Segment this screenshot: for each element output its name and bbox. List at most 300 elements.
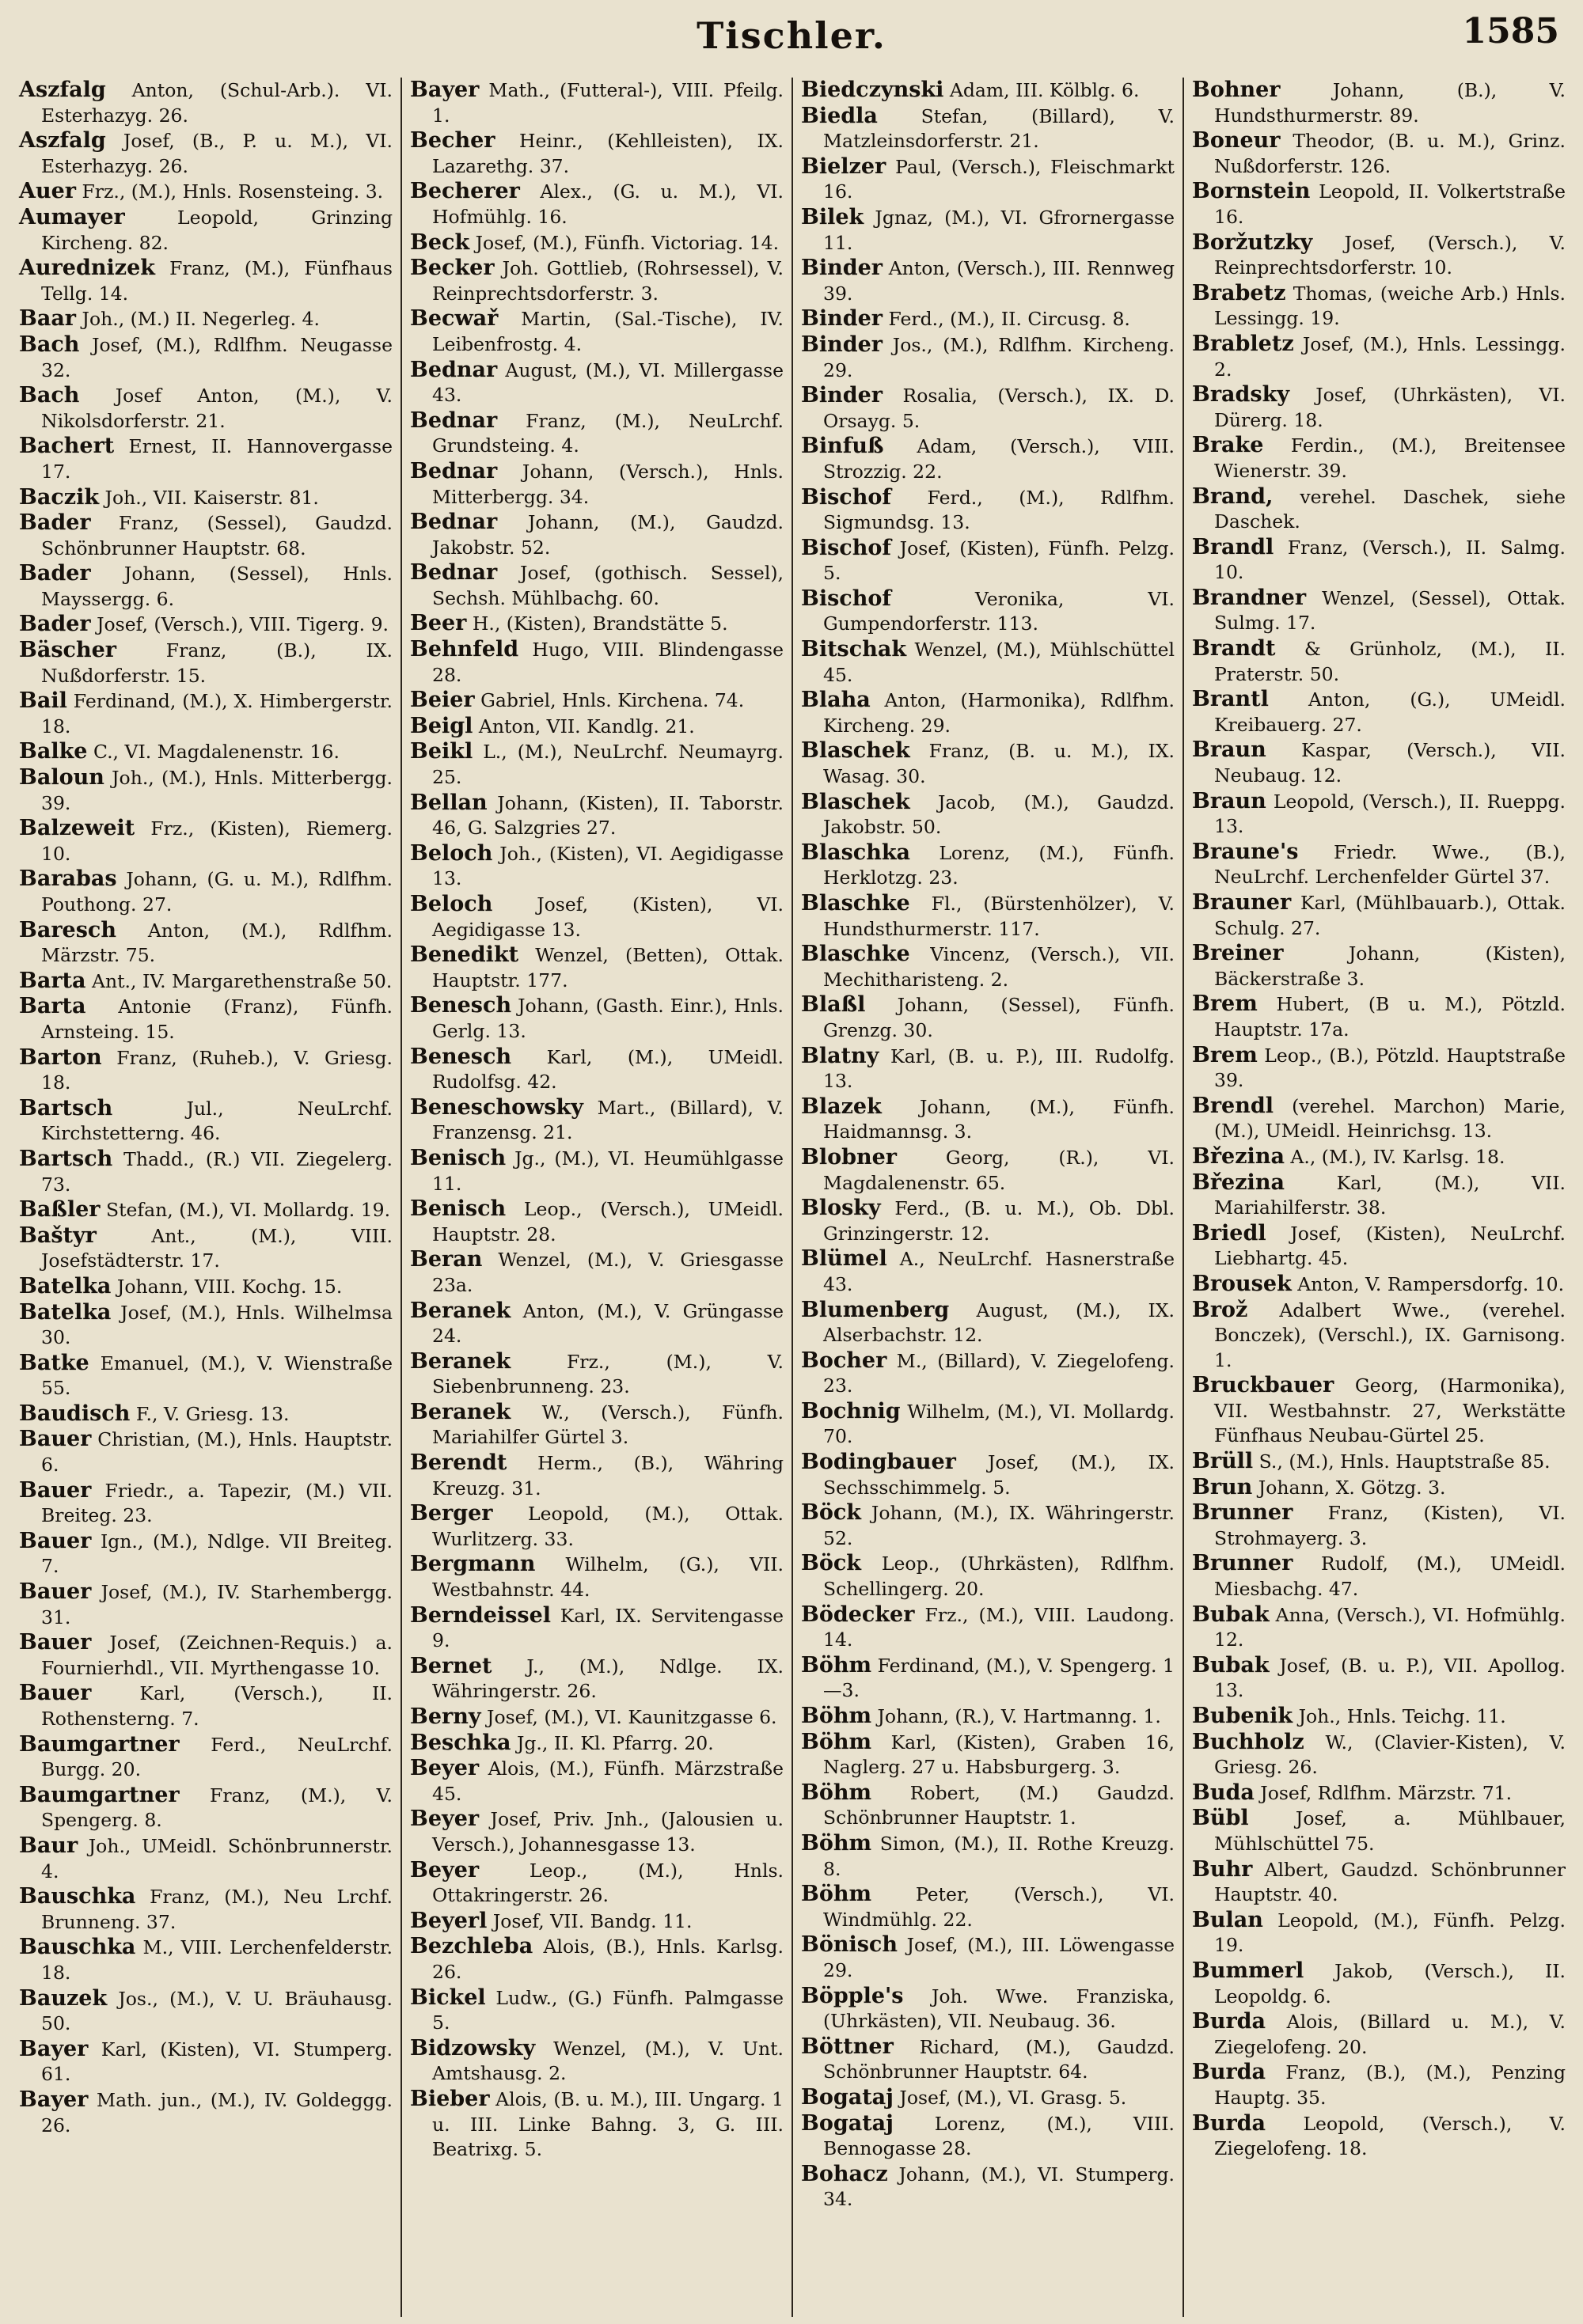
entry-details: Adam, III. Kölblg. 6.	[943, 79, 1140, 101]
entry-details: S., (M.), Hnls. Hauptstraße 85.	[1253, 1450, 1551, 1473]
directory-entry	[19, 739, 393, 765]
entry-details: M., VIII. Lerchenfelderstr. 18.	[41, 1936, 393, 1984]
entry-surname: Beer	[410, 611, 467, 636]
directory-entry	[19, 1147, 393, 1197]
directory-entry	[410, 1909, 784, 1935]
entry-surname: Balzeweit	[19, 816, 135, 841]
entry-details: Franz, (Kisten), VI. Strohmayerg. 3.	[1214, 1502, 1566, 1549]
directory-entry	[410, 306, 784, 357]
entry-surname: Brož	[1192, 1297, 1248, 1322]
entry-details: Josef, (M.), Rdlfhm. Neugasse 32.	[41, 333, 393, 381]
entry-surname: Böck	[801, 1500, 861, 1526]
entry-details: Georg, (R.), VI. Magdalenenstr. 65.	[823, 1146, 1175, 1194]
directory-entry	[801, 78, 1175, 104]
entry-details: Franz, (Ruheb.), V. Griesg. 18.	[41, 1046, 393, 1094]
entry-surname: Aszfalg	[19, 128, 106, 154]
entry-details: Josef, (gothisch. Sessel), Sechsh. Mühlbachg. 60.	[432, 562, 784, 609]
entry-surname: Batelka	[19, 1299, 112, 1325]
entry-details: Wilhelm, (G.), VII. Westbahnstr. 44.	[432, 1553, 784, 1602]
entry-details: Frz., (Kisten), Riemerg. 10.	[41, 817, 393, 865]
directory-entry	[1192, 128, 1566, 179]
entry-surname: Buda	[1192, 1780, 1255, 1805]
entry-details: J., (M.), Ndlge. IX. Währingerstr. 26.	[432, 1655, 784, 1703]
directory-entry	[19, 1783, 393, 1833]
directory-entry	[801, 1831, 1175, 1882]
entry-surname: Bischof	[801, 484, 891, 510]
directory-entry	[801, 2111, 1175, 2162]
entry-surname: Becher	[410, 128, 495, 154]
entry-surname: Blaschke	[801, 942, 910, 967]
directory-entry	[410, 1196, 784, 1247]
directory-entry	[801, 205, 1175, 256]
directory-entry	[19, 561, 393, 612]
directory-entry	[19, 1274, 393, 1300]
entry-surname: Blaschka	[801, 840, 911, 865]
entry-details: Leopold, II. Volkertstraße 16.	[1214, 180, 1566, 228]
entry-surname: Böhm	[801, 1780, 872, 1805]
entry-surname: Bergmann	[410, 1552, 536, 1577]
directory-entry	[1192, 1170, 1566, 1221]
entry-surname: Brun	[1192, 1474, 1253, 1499]
entry-surname: Beier	[410, 688, 475, 713]
directory-entry	[1192, 1298, 1566, 1374]
entry-surname: Březina	[1192, 1170, 1285, 1195]
entry-details: Jakob, (Versch.), II. Leopoldg. 6.	[1214, 1959, 1566, 2007]
entry-details: Anton, (Versch.), III. Rennweg 39.	[823, 257, 1175, 305]
directory-entry	[801, 1882, 1175, 1932]
entry-surname: Beneschowsky	[410, 1094, 583, 1120]
entry-details: Albert, Gaudzd. Schönbrunner Hauptstr. 40.	[1214, 1858, 1566, 1906]
entry-details: Franz, (Sessel), Gaudzd. Schönbrunner Hauptstr. 68.	[41, 512, 393, 559]
directory-entry	[19, 1300, 393, 1351]
entry-details: Josef, (Kisten), VI. Aegidigasse 13.	[432, 893, 784, 941]
entry-surname: Bruckbauer	[1192, 1373, 1334, 1398]
entry-surname: Biedczynski	[801, 78, 944, 102]
directory-entry	[801, 1196, 1175, 1246]
directory-entry	[19, 1478, 393, 1529]
entry-details: Johann, (M.), Gaudzd. Jakobstr. 52.	[432, 511, 784, 559]
directory-entry	[1192, 1144, 1566, 1170]
entry-surname: Bednar	[410, 560, 498, 586]
directory-entry	[19, 306, 393, 332]
entry-details: Rudolf, (M.), UMeidl. Miesbachg. 47.	[1214, 1552, 1566, 1601]
entry-details: A., NeuLrchf. Hasnerstraße 43.	[823, 1248, 1175, 1295]
directory-entry	[19, 1351, 393, 1401]
entry-details: Alois, (M.), Fünfh. Märzstraße 45.	[432, 1757, 784, 1805]
entry-surname: Bübl	[1192, 1806, 1249, 1831]
entry-surname: Bulan	[1192, 1907, 1263, 1932]
entry-surname: Bubenik	[1192, 1704, 1293, 1728]
entry-surname: Bischof	[801, 535, 891, 560]
entry-surname: Braun	[1192, 737, 1266, 763]
entry-details: August, (M.), VI. Millergasse 43.	[432, 358, 784, 407]
entry-surname: Beikl	[410, 739, 473, 764]
directory-entry	[410, 1095, 784, 1146]
directory-entry	[801, 1298, 1175, 1348]
directory-entry	[801, 1984, 1175, 2034]
entry-surname: Bayer	[19, 2036, 89, 2061]
entry-details: Stefan, (M.), VI. Mollardg. 19.	[100, 1199, 391, 1222]
entry-surname: Blaßl	[801, 992, 866, 1018]
directory-entry	[801, 1653, 1175, 1704]
directory-entry	[801, 2085, 1175, 2111]
entry-details: Joh., (Kisten), VI. Aegidigasse 13.	[432, 842, 784, 890]
entry-surname: Beranek	[410, 1399, 511, 1424]
entry-surname: Bach	[19, 383, 80, 408]
directory-entry	[1192, 433, 1566, 483]
entry-details: Herm., (B.), Währing Kreuzg. 31.	[432, 1452, 784, 1499]
entry-details: Simon, (M.), II. Rothe Kreuzg. 8.	[823, 1832, 1175, 1880]
entry-details: Joh. Wwe. Franziska, (Uhrkästen), VII. Neubaug. 36.	[823, 1985, 1175, 2033]
directory-entry	[19, 485, 393, 511]
entry-surname: Bail	[19, 688, 67, 714]
entry-surname: Bickel	[410, 1985, 486, 2010]
directory-entry	[801, 1602, 1175, 1653]
directory-entry	[19, 816, 393, 866]
directory-entry	[801, 2162, 1175, 2212]
entry-surname: Brand,	[1192, 483, 1274, 509]
entry-surname: Bednar	[410, 458, 498, 483]
entry-surname: Buhr	[1192, 1856, 1253, 1882]
entry-surname: Bauzek	[19, 1985, 108, 2011]
directory-entry	[410, 1603, 784, 1654]
entry-details: Anton, (Schul-Arb.). VI. Esterhazyg. 26.	[41, 79, 393, 127]
directory-entry	[410, 688, 784, 714]
directory-entry	[19, 1935, 393, 1985]
entry-surname: Bilek	[801, 204, 864, 229]
entry-surname: Baumgartner	[19, 1782, 180, 1807]
directory-entry	[801, 1044, 1175, 1094]
entry-details: Wenzel, (M.), V. Griesgasse 23a.	[432, 1249, 784, 1296]
directory-entry	[1192, 535, 1566, 586]
entry-surname: Brantl	[1192, 687, 1269, 712]
directory-entry	[1192, 78, 1566, 128]
entry-surname: Breiner	[1192, 941, 1284, 966]
entry-surname: Bezchleba	[410, 1934, 533, 1959]
entry-surname: Barton	[19, 1044, 102, 1070]
entry-details: Wenzel, (M.), Mühlschüttel 45.	[823, 639, 1175, 686]
entry-surname: Binder	[801, 383, 883, 408]
directory-entry	[1192, 332, 1566, 382]
directory-entry	[19, 765, 393, 816]
entry-details: Karl, (Mühlbauarb.), Ottak. Schulg. 27.	[1214, 892, 1566, 939]
entry-surname: Baudisch	[19, 1401, 131, 1426]
directory-entry	[19, 994, 393, 1044]
directory-entry	[19, 1529, 393, 1579]
directory-entry	[19, 1223, 393, 1274]
entry-surname: Barta	[19, 968, 86, 993]
entry-details: Thadd., (R.) VII. Ziegelerg. 73.	[41, 1147, 393, 1196]
entry-details: Gabriel, Hnls. Kirchenа. 74.	[474, 689, 745, 712]
directory-entry	[1192, 1704, 1566, 1730]
entry-surname: Blaschek	[801, 738, 910, 764]
directory-entry	[410, 256, 784, 306]
directory-entry	[410, 1552, 784, 1602]
directory-entry	[410, 790, 784, 841]
entry-details: Josef, (B., P. u. M.), VI. Esterhazyg. 26.	[41, 130, 393, 177]
directory-entry	[410, 459, 784, 510]
directory-entry	[410, 510, 784, 560]
entry-details: Richard, (M.), Gaudzd. Schönbrunner Hauptstr. 64.	[823, 2035, 1175, 2083]
entry-details: Wilhelm, (M.), VI. Mollardg. 70.	[823, 1400, 1175, 1448]
directory-entry	[410, 1247, 784, 1298]
entry-surname: Bradsky	[1192, 382, 1290, 408]
entry-details: Ant., (M.), VIII. Josefstädterstr. 17.	[41, 1224, 393, 1272]
entry-details: L., (M.), NeuLrchf. Neumayrg. 25.	[432, 741, 784, 789]
entry-surname: Beck	[410, 229, 470, 255]
entry-details: Josef, (Versch.), VIII. Tigerg. 9.	[90, 613, 389, 636]
entry-details: Karl, IX. Servitengasse 9.	[432, 1604, 784, 1652]
directory-entry	[801, 992, 1175, 1043]
directory-entry	[19, 434, 393, 484]
entry-details: Karl, (M.), UMeidl. Rudolfsg. 42.	[432, 1045, 784, 1094]
directory-entry	[19, 179, 393, 205]
entry-details: Johann, (G. u. M.), Rdlfhm. Pouthong. 27.	[41, 868, 393, 916]
entry-details: (verehel. Marchon) Marie, (M.), UMeidl. Heinrichsg. 13.	[1214, 1094, 1566, 1143]
entry-details: Joh., Hnls. Teichg. 11.	[1293, 1705, 1506, 1727]
entry-details: Anton, V. Rampersdorfg. 10.	[1291, 1272, 1565, 1295]
entry-surname: Baštyr	[19, 1223, 97, 1248]
directory-entry	[1192, 2009, 1566, 2060]
entry-surname: Auer	[19, 179, 76, 204]
entry-surname: Březina	[1192, 1143, 1285, 1169]
entry-surname: Bayer	[410, 78, 480, 102]
entry-details: Leopold, (M.), Ottak. Wurlitzerg. 33.	[432, 1503, 784, 1550]
directory-entry	[410, 1044, 784, 1095]
directory-entry	[19, 1681, 393, 1731]
directory-entry	[801, 942, 1175, 992]
entry-details: Fl., (Bürstenhölzer), V. Hundsthurmerstr. 117.	[823, 893, 1175, 940]
entry-surname: Bader	[19, 561, 91, 586]
entry-details: Josef Anton, (M.), V. Nikolsdorferstr. 21.	[41, 385, 393, 432]
directory-entry	[410, 1400, 784, 1450]
entry-details: Leop., (B.), Pötzld. Hauptstraße 39.	[1214, 1044, 1566, 1092]
entry-details: Frz., (M.), V. Siebenbrunneng. 23.	[432, 1350, 784, 1398]
directory-entry	[1192, 941, 1566, 991]
entry-details: Josef, Rdlfhm. Märzstr. 71.	[1254, 1781, 1513, 1804]
entry-surname: Burda	[1192, 2060, 1266, 2085]
entry-surname: Benesch	[410, 993, 512, 1018]
entry-details: Johann, (M.), IX. Währingerstr. 52.	[823, 1502, 1175, 1549]
entry-details: Leop., (Versch.), UMeidl. Hauptstr. 28.	[432, 1198, 784, 1245]
entry-surname: Benedikt	[410, 942, 519, 968]
entry-surname: Baßler	[19, 1197, 101, 1223]
directory-entry	[19, 1630, 393, 1681]
entry-surname: Bayer	[19, 2087, 89, 2112]
entry-surname: Batke	[19, 1350, 89, 1375]
entry-details: Johann, (R.), V. Hartmanng. 1.	[871, 1705, 1161, 1727]
entry-surname: Bauer	[19, 1630, 92, 1655]
entry-details: Ferd., NeuLrchf. Burgg. 20.	[41, 1733, 393, 1781]
entry-details: W., (Versch.), Fünfh. Mariahilfer Gürtel 3.	[432, 1401, 784, 1449]
entry-surname: Aszfalg	[19, 78, 106, 102]
entry-details: verehel. Daschek, siehe Daschek.	[1214, 485, 1566, 533]
directory-entry	[19, 332, 393, 383]
directory-entry	[1192, 1272, 1566, 1298]
entry-details: Josef, (M.), IX. Sechsschimmelg. 5.	[823, 1451, 1175, 1499]
directory-entry	[801, 738, 1175, 789]
directory-entry	[410, 128, 784, 179]
entry-surname: Bogataj	[801, 2110, 894, 2136]
entry-details: Ernest, II. Hannovergasse 17.	[41, 435, 393, 483]
directory-entry	[410, 78, 784, 128]
entry-details: Josef, (M.), Hnls. Lessingg. 2.	[1214, 332, 1566, 381]
entry-details: Josef, (M.), VI. Grasg. 5.	[893, 2086, 1127, 2109]
entry-details: Alois, (Billard u. M.), V. Ziegelofeng. 20.	[1214, 2011, 1566, 2058]
directory-entry	[410, 1654, 784, 1704]
directory-entry	[1192, 382, 1566, 433]
entry-surname: Barta	[19, 994, 86, 1019]
entry-surname: Böhm	[801, 1704, 872, 1728]
entry-surname: Beranek	[410, 1348, 511, 1374]
entry-details: Wenzel, (Betten), Ottak. Hauptstr. 177.	[432, 944, 784, 991]
entry-details: Johann, (Sessel), Hnls. Mayssergg. 6.	[41, 563, 393, 610]
column-1	[11, 78, 402, 2317]
entry-details: Ign., (M.), Ndlge. VII Breiteg. 7.	[41, 1530, 393, 1578]
entry-surname: Burda	[1192, 2009, 1266, 2034]
entry-surname: Baloun	[19, 765, 104, 790]
directory-entry	[410, 739, 784, 790]
directory-entry	[410, 942, 784, 993]
directory-entry	[1192, 1043, 1566, 1094]
entry-details: Anton, VII. Kandlg. 21.	[473, 715, 695, 737]
entry-details: Christian, (M.), Hnls. Hauptstr. 6.	[41, 1428, 393, 1477]
entry-surname: Brüll	[1192, 1449, 1254, 1474]
entry-surname: Bornstein	[1192, 179, 1311, 204]
entry-surname: Becwař	[410, 306, 499, 332]
column-4	[1184, 78, 1574, 2317]
entry-details: Ant., IV. Margarethenstraße 50.	[85, 969, 393, 992]
directory-entry	[410, 358, 784, 408]
entry-details: Josef, (M.), Fünfh. Victoriag. 14.	[469, 231, 780, 254]
directory-entry	[801, 1399, 1175, 1450]
entry-details: Josef, (M.), IV. Starhembergg. 31.	[41, 1581, 393, 1628]
directory-entry	[410, 1858, 784, 1909]
entry-surname: Bauschka	[19, 1935, 136, 1960]
directory-entry	[410, 408, 784, 459]
entry-details: Jacob, (M.), Gaudzd. Jakobstr. 50.	[823, 790, 1175, 839]
directory-entry	[1192, 737, 1566, 788]
directory-entry	[410, 1756, 784, 1807]
directory-entry	[19, 1884, 393, 1935]
entry-details: Josef, (Zeichnen-Requis.) a. Fournierhdl., VII. Myrthengasse 10.	[41, 1632, 393, 1679]
directory-entry	[410, 2087, 784, 2163]
entry-surname: Barabas	[19, 866, 117, 892]
entry-surname: Berndeissel	[410, 1602, 552, 1628]
directory-entry	[410, 611, 784, 637]
directory-entry	[19, 1833, 393, 1884]
entry-details: A., (M.), IV. Karlsg. 18.	[1284, 1145, 1505, 1168]
entry-surname: Benisch	[410, 1145, 507, 1170]
entry-surname: Berny	[410, 1704, 481, 1729]
entry-surname: Blaschke	[801, 891, 910, 916]
entry-details: Wenzel, (Sessel), Ottak. Sulmg. 17.	[1214, 586, 1566, 635]
entry-surname: Boržutzky	[1192, 229, 1313, 255]
directory-entry	[1192, 1780, 1566, 1807]
entry-surname: Buchholz	[1192, 1729, 1304, 1754]
directory-entry	[19, 78, 393, 128]
directory-entry	[410, 1501, 784, 1552]
entry-surname: Bader	[19, 510, 91, 536]
entry-surname: Böck	[801, 1551, 861, 1576]
entry-surname: Böhm	[801, 1729, 872, 1754]
entry-surname: Bernet	[410, 1653, 492, 1678]
entry-surname: Bader	[19, 612, 91, 637]
directory-entry	[19, 1986, 393, 2037]
entry-details: Joh., VII. Kaiserstr. 81.	[99, 486, 319, 509]
entry-surname: Bummerl	[1192, 1958, 1304, 1983]
entry-details: August, (M.), IX. Alserbachstr. 12.	[823, 1298, 1175, 1347]
entry-surname: Beyerl	[410, 1908, 488, 1933]
entry-surname: Bodingbauer	[801, 1450, 956, 1475]
entry-surname: Beyer	[410, 1807, 480, 1832]
directory-entry	[801, 1094, 1175, 1145]
directory-entry	[1192, 1908, 1566, 1958]
directory-entry	[19, 2037, 393, 2087]
directory-entry	[410, 2036, 784, 2087]
entry-details: Karl, (Kisten), VI. Stumperg. 61.	[41, 2038, 393, 2086]
directory-entry	[19, 866, 393, 917]
entry-surname: Böhm	[801, 1830, 872, 1856]
directory-entry	[1192, 230, 1566, 281]
entry-details: Georg, (Harmonika), VII. Westbahnstr. 27, Werkstätte Fünfhaus Neubau-Gürtel 25.	[1214, 1374, 1566, 1447]
entry-surname: Bubak	[1192, 1652, 1270, 1678]
directory-entry	[410, 714, 784, 740]
entry-details: Stefan, (Billard), V. Matzleinsdorferstr. 21.	[823, 104, 1175, 153]
entry-surname: Brake	[1192, 433, 1264, 458]
entry-details: Emanuel, (M.), V. Wienstraße 55.	[41, 1352, 393, 1400]
entry-surname: Behnfeld	[410, 637, 519, 662]
directory-entry	[1192, 1806, 1566, 1856]
entry-surname: Brunner	[1192, 1500, 1293, 1526]
entry-surname: Bauer	[19, 1427, 92, 1452]
directory-entry	[19, 1732, 393, 1783]
directory-entry	[801, 154, 1175, 205]
entry-surname: Brandner	[1192, 585, 1307, 610]
directory-entry	[410, 230, 784, 256]
directory-entry	[801, 790, 1175, 840]
entry-details: Anna, (Versch.), VI. Hofmühlg. 12.	[1214, 1603, 1566, 1651]
directory-entry	[1192, 687, 1566, 737]
entry-surname: Bauer	[19, 1477, 92, 1503]
entry-details: Lorenz, (M.), Fünfh. Herklotzg. 23.	[823, 841, 1175, 889]
directory-entry	[1192, 586, 1566, 636]
entry-details: Leopold, (M.), Fünfh. Pelzg. 19.	[1214, 1909, 1566, 1957]
entry-surname: Bubak	[1192, 1602, 1270, 1627]
entry-surname: Berendt	[410, 1450, 507, 1476]
entry-details: Johann, (Kisten), II. Taborstr. 46, G. Salzgries 27.	[432, 791, 784, 840]
entry-details: Josef, (M.), VI. Kaunitzgasse 6.	[480, 1706, 777, 1728]
entry-surname: Binder	[801, 256, 883, 281]
directory-entry	[410, 1450, 784, 1501]
directory-entry	[801, 1780, 1175, 1831]
entry-details: Ludw., (G.) Fünfh. Palmgasse 5.	[432, 1986, 784, 2034]
directory-entry	[1192, 1449, 1566, 1475]
entry-details: Leop., (M.), Hnls. Ottakringerstr. 26.	[432, 1859, 784, 1907]
page-number: 1585	[1462, 11, 1559, 51]
entry-details: Jos., (M.), V. U. Bräuhausg. 50.	[41, 1987, 393, 2035]
entry-surname: Bielzer	[801, 154, 886, 179]
entry-surname: Baar	[19, 306, 77, 332]
directory-entry	[1192, 840, 1566, 890]
entry-details: Karl, (Kisten), Graben 16, Naglerg. 27 u. Habsburgerg. 3.	[823, 1731, 1175, 1779]
directory-entry	[19, 1096, 393, 1147]
entry-details: Martin, (Sal.-Tische), IV. Leibenfrostg. 4.	[432, 308, 784, 355]
entry-surname: Bidzowsky	[410, 2035, 536, 2061]
entry-surname: Bellan	[410, 790, 488, 815]
directory-entry	[410, 1146, 784, 1196]
entry-details: Ferd., (M.), II. Circusg. 8.	[883, 308, 1130, 331]
